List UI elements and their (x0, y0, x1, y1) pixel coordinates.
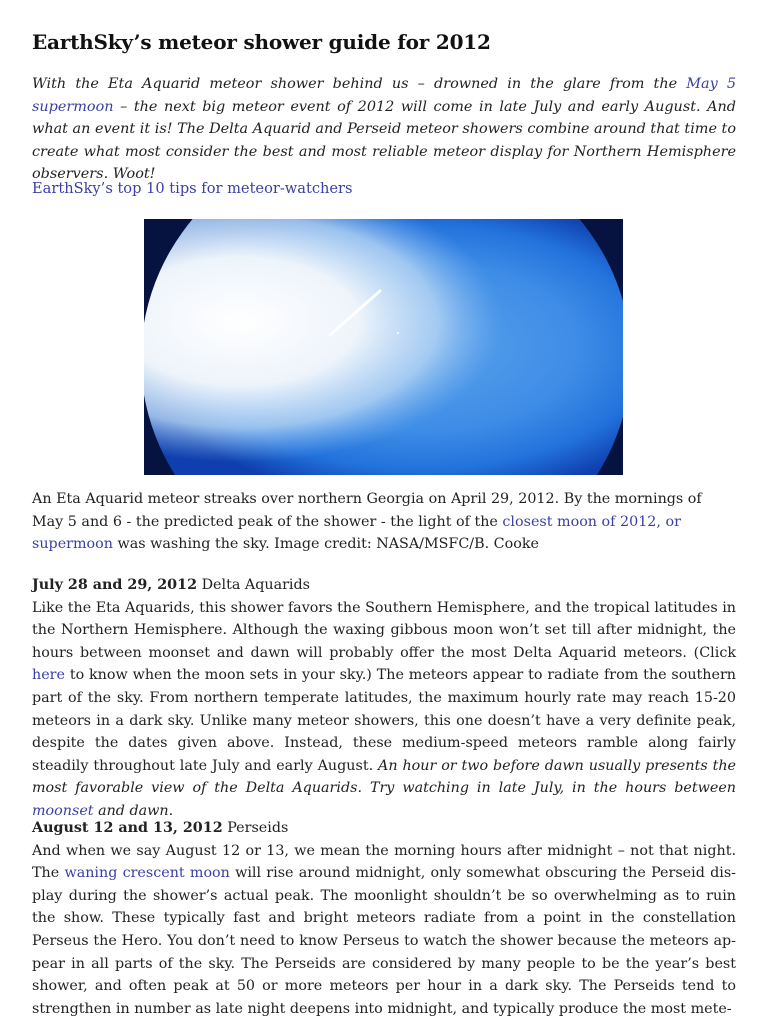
photo-caption (32, 488, 736, 556)
tips-paragraph (32, 180, 353, 197)
moonset-link-text: moonset (32, 802, 94, 819)
moonset-here-link[interactable]: here (32, 667, 65, 684)
meteor-photo (144, 219, 623, 475)
delta-italic-2: and dawn. (93, 802, 174, 819)
delta-aquarids-section (32, 574, 736, 823)
intro-text-1: With the Eta Aquarid meteor shower behind us – drowned in the glare from the (32, 76, 687, 92)
perseids-heading (32, 817, 736, 840)
perseids-section (32, 817, 736, 1020)
perseids-date: August 12 and 13, 2012 (32, 820, 223, 836)
supermoon-link[interactable]: May 5 supermoon (32, 76, 736, 115)
delta-aquarids-date: July 28 and 29, 2012 (32, 577, 198, 593)
delta-text-2: to know when the moon sets in your sky.) The meteors appear to radiate from the southern part of the sky. From northern temperate latitudes, the maximum hourly rate may reach 15-20 meteors in a dark sky. Unlike many meteor showers, this one doesn’t have a very definite peak, despite the dates given above. Instead, these medium-speed meteors ramble along fairly steadily throughout late July and early August. (32, 667, 736, 774)
perseids-text-1: And when we say August 12 or 13, we mean the morning hours after midnight – not that night. The (32, 842, 736, 882)
delta-aquarids-name: Delta Aquarids (197, 577, 310, 593)
delta-text-1: Like the Eta Aquarids, this shower favors the Southern Hemisphere, and the tropical latitudes in the Northern Hemisphere. Although the waxing gibbous moon won’t set till after midnight, the hours between moonset and dawn will probably offer the most Delta Aquarid meteors. (Click (32, 599, 736, 661)
meteor-photo-graphic (144, 219, 623, 475)
intro-paragraph (32, 73, 736, 186)
caption-text-1: An Eta Aquarid meteor streaks over northern Georgia on April 29, 2012. By the mornings of May 5 and 6 - the predicted peak of the shower - the light of the (32, 491, 702, 530)
perseids-text-2: will rise around midnight, only somewhat obscuring the Perseid display during the shower’s actual peak. The moonlight shouldn’t be so overwhelming as to ruin the show. These typically fast and bright meteors radiate from a point in the constellation Perseus the Hero. You don’t need to know Perseus to watch the shower because the meteors appear in all parts of the sky. The Perseids are considered by many people to be the year’s best shower, and often peak at 50 or more meteors per hour in a dark sky. The Perseids tend to strengthen in number as late night deepens into midnight, and typically produce the most mete- (32, 865, 737, 1017)
tips-link[interactable]: EarthSky’s top 10 tips for meteor-watchers (32, 180, 353, 197)
article-title: EarthSky’s meteor shower guide for 2012 (32, 30, 491, 54)
waning-crescent-moon-link[interactable]: waning crescent moon (64, 865, 230, 882)
supermoon-closest-link[interactable]: closest moon of 2012, or supermoon (32, 513, 681, 552)
delta-aquarids-heading (32, 574, 736, 597)
perseids-name: Perseids (222, 820, 289, 836)
caption-text-2: was washing the sky. Image credit: NASA/MSFC/B. Cooke (112, 536, 539, 552)
delta-italic-1: An hour or two before dawn usually presents the most favorable view of the Delta Aquarids. Try watching in late July, in the hours between (32, 757, 736, 797)
intro-text-2: – the next big meteor event of 2012 will come in late July and early August. And what an event it is! The Delta Aquarid and Perseid meteor showers combine around that time to create what most consider the best and most reliable meteor display for Northern Hemisphere observers. Woot! (32, 98, 736, 182)
